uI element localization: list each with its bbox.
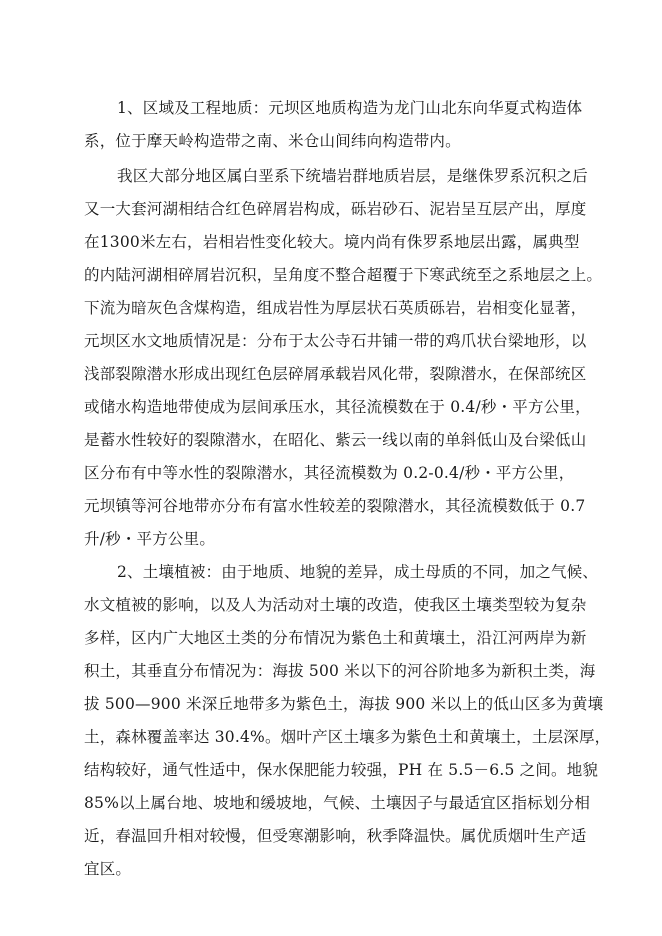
text-line: 元坝区水文地质情况是：分布于太公寺石井铺一带的鸡爪状台梁地形，以: [84, 332, 587, 350]
text-line: 近，春温回升相对较慢，但受寒潮影响，秋季降温快。属优质烟叶生产适: [84, 827, 587, 845]
text-line: 区分布有中等水性的裂隙潜水，其径流模数为 0.2-0.4/秒・平方公里，: [84, 464, 575, 482]
text-line: 2、土壤植被：由于地质、地貌的差异，成土母质的不同，加之气候、: [117, 563, 599, 581]
text-line: 下流为暗灰色含煤构造，组成岩性为厚层状石英质砾岩，岩相变化显著，: [84, 299, 587, 317]
text-line: 结构较好，通气性适中，保水保肥能力较强，PH 在 5.5－6.5 之间。地貌: [84, 761, 599, 779]
text-line: 或储水构造地带使成为层间承压水，其径流模数在于 0.4/秒・平方公里，: [84, 398, 591, 416]
text-line: 多样，区内广大地区土类的分布情况为紫色土和黄壤土，沿江河两岸为新: [84, 629, 587, 647]
text-line: 是蓄水性较好的裂隙潜水，在昭化、紫云一线以南的单斜低山及台梁低山: [84, 431, 587, 449]
text-line: 元坝镇等河谷地带亦分布有富水性较差的裂隙潜水，其径流模数低于 0.7: [84, 497, 586, 515]
text-line: 又一大套河湖相结合红色碎屑岩构成，砾岩砂石、泥岩呈互层产出，厚度: [84, 200, 587, 218]
text-line: 浅部裂隙潜水形成出现红色层碎屑承载岩风化带，裂隙潜水，在保部统区: [84, 365, 587, 383]
text-line: 我区大部分地区属白垩系下统墙岩群地质岩层，是继侏罗系沉积之后: [117, 167, 589, 185]
text-line: 的内陆河湖相碎屑岩沉积，呈角度不整合超覆于下寒武统至之系地层之上。: [84, 266, 603, 284]
text-line: 拔 500—900 米深丘地带多为紫色土，海拔 900 米以上的低山区多为黄壤: [84, 695, 604, 713]
text-line: 85%以上属台地、坡地和缓坡地，气候、土壤因子与最适宜区指标划分相: [84, 794, 591, 812]
text-line: 升/秒・平方公里。: [84, 530, 216, 548]
text-line: 水文植被的影响，以及人为活动对土壤的改造，使我区土壤类型较为复杂: [84, 596, 587, 614]
text-line: 积土，其垂直分布情况为：海拔 500 米以下的河谷阶地多为新积土类，海: [84, 662, 596, 680]
text-line: 1、区域及工程地质：元坝区地质构造为龙门山北东向华夏式构造体: [117, 99, 583, 117]
text-line: 系，位于摩天岭构造带之南、米仓山间纬向构造带内。: [84, 132, 461, 150]
text-line: 土，森林覆盖率达 30.4%。烟叶产区土壤多为紫色土和黄壤土，土层深厚，: [84, 728, 611, 746]
text-line: 宜区。: [84, 860, 132, 878]
text-line: 在1300米左右，岩相岩性变化较大。境内尚有侏罗系地层出露，属典型: [84, 233, 580, 251]
